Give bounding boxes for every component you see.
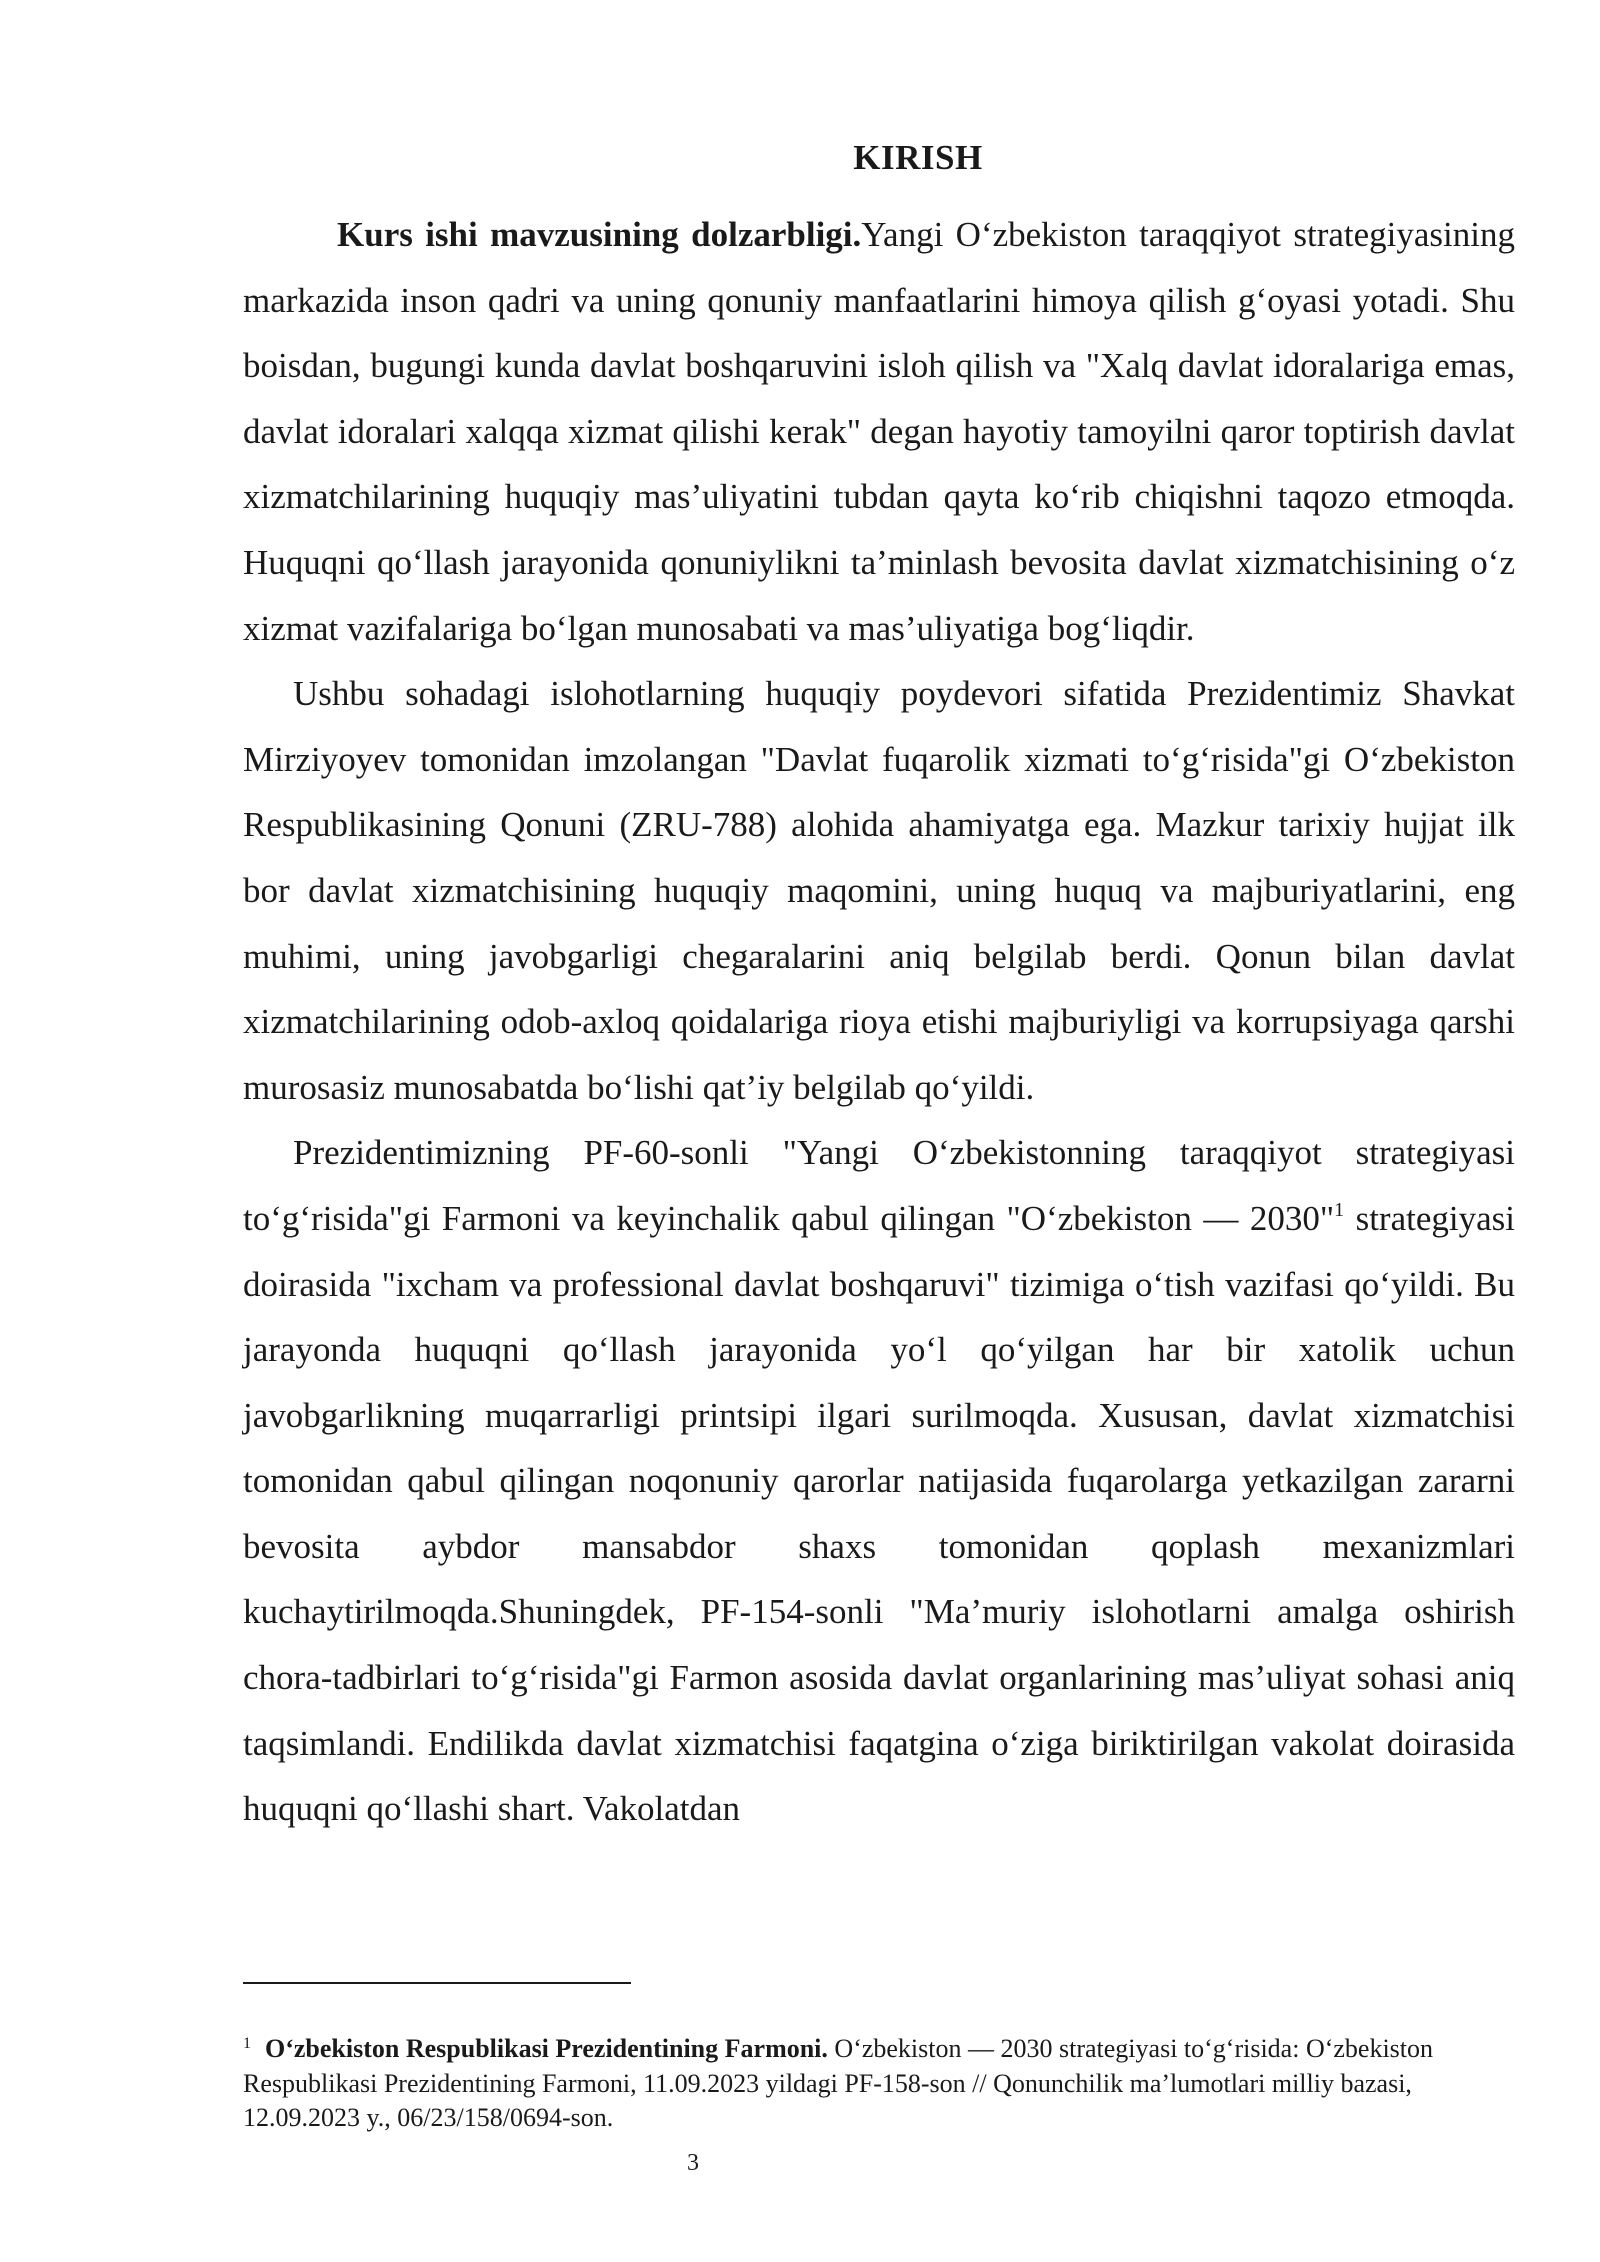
page-title: KIRISH: [853, 138, 983, 177]
footnote: [243, 2032, 1515, 2136]
paragraph-text: strategiyasi doirasida "ixcham va professional davlat boshqaruvi" tizimiga o‘tish vazifasi qo‘yildi. Bu jarayonda huquqni qo‘llash jarayonida yo‘l qo‘yilgan har bir xatolik uchun javobgarlikning muqarrarligi printsipi ilgari surilmoqda. Xususan, davlat xizmatchisi tomonidan qabul qilingan noqonuniy qarorlar natijasida fuqarolarga yetkazilgan zararni bevosita aybdor mansabdor shaxs tomonidan qoplash mexanizmlari kuchaytirilmoqda.Shuningdek, PF-154-sonli "Ma’muriy islohotlarni amalga oshirish chora-tadbirlari to‘g‘risida"gi Farmon asosida davlat organlarining mas’uliyat sohasi aniq taqsimlandi. Endilikda davlat xizmatchisi faqatgina o‘ziga biriktirilgan vakolat doirasida huquqni qo‘llashi shart. Vakolatdan: [243, 1198, 1515, 1829]
page-number: 3: [687, 2150, 699, 2176]
paragraph-3: [243, 1120, 1515, 1842]
paragraph-1: [243, 202, 1515, 661]
body-text: [243, 202, 1515, 1842]
paragraph-text: Yangi O‘zbekiston taraqqiyot strategiyasining markazida inson qadri va uning qonuniy manfaatlarini himoya qilish g‘oyasi yotadi. Shu boisdan, bugungi kunda davlat boshqaruvini isloh qilish va "Xalq davlat idoralariga emas, davlat idoralari xalqqa xizmat qilishi kerak" degan hayotiy tamoyilni qaror toptirish davlat xizmatchilarining huquqiy mas’uliyatini tubdan qayta ko‘rib chiqishni taqozo etmoqda. Huquqni qo‘llash jarayonida qonuniylikni ta’minlash bevosita davlat xizmatchisining o‘z xizmat vazifalariga bo‘lgan munosabati va mas’uliyatiga bog‘liqdir.: [243, 215, 1515, 648]
paragraph-text: Ushbu sohadagi islohotlarning huquqiy poydevori sifatida Prezidentimiz Shavkat Mirziyoyev tomonidan imzolangan "Davlat fuqarolik xizmati to‘g‘risida"gi O‘zbekiston Respublikasining Qonuni (ZRU-788) alohida ahamiyatga ega. Mazkur tarixiy hujjat ilk bor davlat xizmatchisining huquqiy maqomini, uning huquq va majburiyatlarini, eng muhimi, uning javobgarligi chegaralarini aniq belgilab berdi. Qonun bilan davlat xizmatchilarining odob-axloq qoidalariga rioya etishi majburiyligi va korrupsiyaga qarshi murosasiz munosabatda bo‘lishi qat’iy belgilab qo‘yildi.: [243, 674, 1515, 1107]
footnote-separator: [243, 1982, 631, 1984]
footnote-number: 1: [243, 2035, 251, 2052]
paragraph-text: Prezidentimizning PF-60-sonli "Yangi O‘zbekistonning taraqqiyot strategiyasi to‘g‘risida"gi Farmoni va keyinchalik qabul qilingan "O‘zbekiston — 2030": [243, 1133, 1515, 1238]
paragraph-lead: Kurs ishi mavzusining dolzarbligi.: [337, 215, 862, 254]
footnote-title: O‘zbekiston Respublikasi Prezidentining Farmoni.: [265, 2034, 828, 2063]
footnote-reference[interactable]: 1: [1334, 1198, 1345, 1221]
footnote-text: O‘zbekiston — 2030 strategiyasi to‘g‘risida: O‘zbekiston Respublikasi Prezidentining Farmoni, 11.09.2023 yildagi PF-158-son // Qonunchilik ma’lumotlari milliy bazasi, 12.09.2023 y., 06/23/158/0694-son.: [243, 2034, 1434, 2132]
paragraph-2: [243, 661, 1515, 1120]
